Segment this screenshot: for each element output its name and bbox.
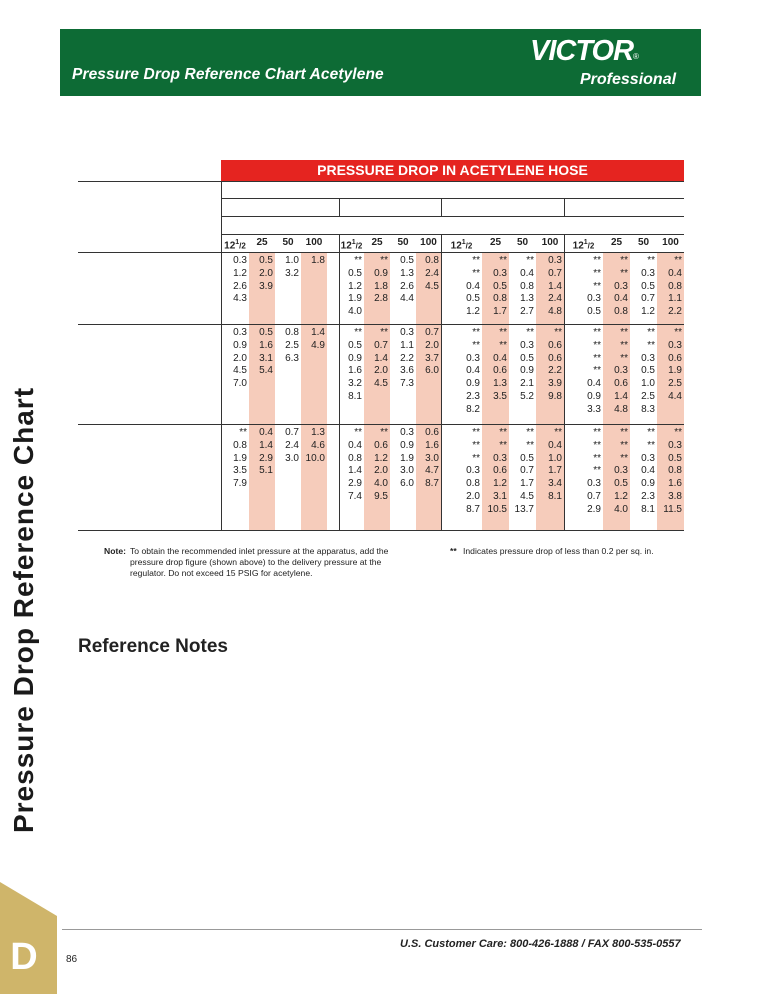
table-cell: 1.1 <box>668 293 682 305</box>
table-cell: 0.8 <box>233 439 247 451</box>
table-rule <box>78 181 684 182</box>
table-cell: 0.3 <box>233 327 247 338</box>
table-cell: 3.4 <box>548 478 562 490</box>
table-cell: 6.0 <box>425 365 439 377</box>
note-line-1: To obtain the recommended inlet pressure at the apparatus, add the <box>130 546 389 556</box>
table-cell: 0.9 <box>233 339 247 351</box>
table-cell: ** <box>354 427 362 438</box>
table-cell: 1.3 <box>520 293 534 305</box>
table-cell: ** <box>526 327 534 338</box>
table-cell: 0.7 <box>425 327 439 338</box>
table-cell: 3.5 <box>233 465 247 477</box>
table-cell: 11.5 <box>663 503 682 515</box>
table-cell: 0.3 <box>493 452 507 464</box>
table-cell: 1.7 <box>520 478 534 490</box>
table-cell: 2.0 <box>259 267 273 279</box>
table-cell: 0.6 <box>548 339 562 351</box>
table-cell: 0.5 <box>466 293 480 305</box>
table-cell: 0.4 <box>641 465 655 477</box>
brand-registered-mark: ® <box>633 52 639 61</box>
table-cell: 5.2 <box>520 391 534 402</box>
table-cell: 0.3 <box>641 452 655 464</box>
table-cell: 0.3 <box>400 427 414 438</box>
table-cell: 1.6 <box>425 439 439 451</box>
table-cell: 0.3 <box>614 365 628 377</box>
table-rule <box>78 424 684 425</box>
table-cell: 1.2 <box>466 306 480 318</box>
table-cell: 0.6 <box>493 465 507 477</box>
table-cell: 3.7 <box>425 352 439 364</box>
table-cell: 0.5 <box>520 352 534 364</box>
table-cell: 1.2 <box>614 491 628 502</box>
table-cell: 2.0 <box>374 365 388 377</box>
table-cell: 0.6 <box>374 439 388 451</box>
table-cell: ** <box>593 267 601 279</box>
table-cell: ** <box>554 327 562 338</box>
table-rule <box>221 216 684 217</box>
table-title: PRESSURE DROP IN ACETYLENE HOSE <box>221 160 684 181</box>
table-cell: 2.9 <box>587 503 601 515</box>
table-cell: 3.9 <box>259 280 273 292</box>
table-cell: 1.3 <box>311 427 325 438</box>
table-cell: 0.7 <box>548 267 562 279</box>
footnote-text: Indicates pressure drop of less than 0.2 per sq. in. <box>463 546 654 556</box>
table-cell: 0.3 <box>641 267 655 279</box>
table-cell: 1.2 <box>493 478 507 490</box>
table-cell: 0.3 <box>548 255 562 266</box>
table-cell: ** <box>593 365 601 377</box>
table-cell: ** <box>674 327 682 338</box>
table-cell: 0.3 <box>587 293 601 305</box>
footer-divider <box>62 929 702 930</box>
length-header: 50 <box>282 237 294 248</box>
table-cell: 4.0 <box>348 306 362 318</box>
table-cell: 0.4 <box>493 352 507 364</box>
length-header: $12^1/2$ <box>572 239 595 252</box>
table-cell: 0.3 <box>587 478 601 490</box>
table-cell: 2.5 <box>641 391 655 402</box>
note-line-2: pressure drop figure (shown above) to the delivery pressure at the <box>130 557 382 567</box>
table-cell: ** <box>472 452 480 464</box>
table-cell: ** <box>526 427 534 438</box>
table-cell: 13.7 <box>514 503 534 515</box>
table-cell: 8.7 <box>425 478 439 490</box>
table-cell: ** <box>239 427 247 438</box>
table-cell: 0.9 <box>587 391 601 402</box>
table-cell: ** <box>647 327 655 338</box>
table-cell: 4.5 <box>374 378 388 390</box>
table-cell: 2.2 <box>548 365 562 377</box>
table-cell: 0.5 <box>259 327 273 338</box>
table-cell: ** <box>472 427 480 438</box>
table-cell: 0.9 <box>466 378 480 390</box>
table-cell: 0.8 <box>668 465 682 477</box>
table-cell: 1.2 <box>641 306 655 318</box>
table-rule <box>441 234 442 530</box>
table-cell: 2.0 <box>374 465 388 477</box>
table-cell: 2.0 <box>425 339 439 351</box>
table-rule <box>564 234 565 530</box>
page-number: 86 <box>66 954 78 965</box>
table-cell: 0.5 <box>259 255 273 266</box>
table-cell: 0.8 <box>614 306 628 318</box>
table-cell: 4.5 <box>233 365 247 377</box>
table-cell: 1.0 <box>641 378 655 390</box>
table-cell: ** <box>593 339 601 351</box>
table-cell: 0.8 <box>668 280 682 292</box>
table-cell: 0.8 <box>425 255 439 266</box>
table-cell: 4.8 <box>548 306 562 318</box>
note-line-3: regulator. Do not exceed 15 PSIG for acetylene. <box>130 568 313 578</box>
table-cell: 0.9 <box>374 267 388 279</box>
table-rule <box>221 181 222 530</box>
table-cell: 3.0 <box>285 452 299 464</box>
table-cell: 2.2 <box>400 352 414 364</box>
table-cell: ** <box>354 327 362 338</box>
table-cell: 0.5 <box>668 452 682 464</box>
table-cell: ** <box>526 439 534 451</box>
table-cell: 3.0 <box>425 452 439 464</box>
length-header: 25 <box>371 237 383 248</box>
table-cell: 2.8 <box>374 293 388 305</box>
table-cell: ** <box>593 352 601 364</box>
table-cell: 10.0 <box>305 452 325 464</box>
table-cell: 0.6 <box>425 427 439 438</box>
table-cell: ** <box>554 427 562 438</box>
table-cell: 2.6 <box>400 280 414 292</box>
table-cell: ** <box>472 255 480 266</box>
pink-column <box>249 252 275 530</box>
table-cell: 1.0 <box>548 452 562 464</box>
table-cell: 2.3 <box>466 391 480 402</box>
table-cell: 8.1 <box>641 503 655 515</box>
length-header: $12^1/2$ <box>224 239 246 252</box>
table-cell: 5.4 <box>259 365 273 377</box>
table-cell: 4.0 <box>374 478 388 490</box>
table-cell: 3.6 <box>400 365 414 377</box>
table-cell: ** <box>499 427 507 438</box>
table-cell: 0.5 <box>641 280 655 292</box>
table-cell: 8.7 <box>466 503 480 515</box>
table-cell: 2.5 <box>285 339 299 351</box>
table-cell: ** <box>593 465 601 477</box>
table-cell: 1.0 <box>285 255 299 266</box>
table-cell: 0.8 <box>348 452 362 464</box>
table-cell: 0.8 <box>493 293 507 305</box>
table-cell: 2.6 <box>233 280 247 292</box>
table-rule <box>221 234 684 235</box>
table-cell: 1.7 <box>548 465 562 477</box>
table-cell: 0.5 <box>493 280 507 292</box>
table-cell: ** <box>620 327 628 338</box>
table-cell: 4.0 <box>614 503 628 515</box>
table-cell: 1.9 <box>668 365 682 377</box>
table-cell: 0.4 <box>466 280 480 292</box>
table-rule <box>441 198 442 216</box>
table-cell: ** <box>593 327 601 338</box>
table-cell: 3.5 <box>493 391 507 402</box>
side-label-text: Pressure Drop Reference Chart <box>8 386 39 834</box>
table-cell: ** <box>647 439 655 451</box>
note-label: Note: <box>104 546 126 556</box>
table-cell: 1.9 <box>400 452 414 464</box>
table-cell: 1.9 <box>348 293 362 305</box>
table-cell: ** <box>472 439 480 451</box>
table-rule <box>221 198 684 199</box>
table-cell: 0.4 <box>520 267 534 279</box>
table-cell: 3.2 <box>348 378 362 390</box>
table-cell: 4.7 <box>425 465 439 477</box>
table-cell: 0.3 <box>466 465 480 477</box>
table-cell: 4.6 <box>311 439 325 451</box>
table-cell: ** <box>380 327 388 338</box>
table-cell: ** <box>620 255 628 266</box>
table-cell: 3.8 <box>668 491 682 502</box>
table-cell: 0.3 <box>614 465 628 477</box>
footnote-mark: ** <box>450 546 457 556</box>
table-cell: 2.1 <box>520 378 534 390</box>
table-rule <box>564 198 565 216</box>
table-cell: 0.5 <box>587 306 601 318</box>
table-cell: ** <box>620 427 628 438</box>
table-cell: ** <box>499 255 507 266</box>
table-cell: 0.8 <box>285 327 299 338</box>
table-cell: 4.5 <box>425 280 439 292</box>
table-cell: 1.8 <box>374 280 388 292</box>
table-cell: 0.5 <box>348 339 362 351</box>
table-cell: 2.9 <box>259 452 273 464</box>
table-cell: ** <box>593 280 601 292</box>
table-cell: 1.7 <box>493 306 507 318</box>
table-cell: 0.6 <box>614 378 628 390</box>
table-cell: 0.5 <box>614 478 628 490</box>
length-header: $12^1/2$ <box>450 239 473 252</box>
table-cell: 4.4 <box>668 391 682 402</box>
side-label <box>0 360 48 860</box>
table-cell: 0.5 <box>400 255 414 266</box>
length-header: 25 <box>489 237 502 248</box>
table-cell: ** <box>620 352 628 364</box>
table-cell: 0.3 <box>493 267 507 279</box>
table-cell: 6.3 <box>285 352 299 364</box>
table-cell: 0.6 <box>668 352 682 364</box>
reference-notes-heading: Reference Notes <box>78 636 228 657</box>
pink-column <box>301 252 327 530</box>
table-cell: 0.9 <box>400 439 414 451</box>
brand-logo: VICTOR <box>530 35 634 67</box>
table-cell: 8.2 <box>466 403 480 415</box>
table-cell: 7.4 <box>348 491 362 502</box>
table-cell: 2.4 <box>285 439 299 451</box>
table-cell: 0.3 <box>668 339 682 351</box>
table-cell: 0.7 <box>520 465 534 477</box>
table-cell: 7.3 <box>400 378 414 390</box>
table-cell: 1.4 <box>614 391 628 402</box>
table-cell: 4.4 <box>400 293 414 305</box>
table-cell: 2.9 <box>348 478 362 490</box>
table-cell: ** <box>499 339 507 351</box>
length-header: 100 <box>420 237 437 248</box>
length-header: 25 <box>610 237 623 248</box>
table-cell: 0.4 <box>466 365 480 377</box>
table-cell: 2.3 <box>641 491 655 502</box>
table-cell: 10.5 <box>487 503 507 515</box>
table-cell: 0.8 <box>520 280 534 292</box>
table-cell: 8.3 <box>641 403 655 415</box>
table-cell: 1.6 <box>668 478 682 490</box>
table-cell: 1.4 <box>348 465 362 477</box>
table-cell: ** <box>526 255 534 266</box>
table-cell: ** <box>354 255 362 266</box>
table-cell: ** <box>380 427 388 438</box>
table-cell: ** <box>472 339 480 351</box>
table-cell: 0.3 <box>400 327 414 338</box>
table-cell: 0.7 <box>641 293 655 305</box>
table-cell: 3.2 <box>285 267 299 279</box>
table-cell: 1.4 <box>374 352 388 364</box>
table-cell: 0.9 <box>348 352 362 364</box>
table-cell: ** <box>620 439 628 451</box>
table-rule <box>78 324 684 325</box>
table-cell: 0.3 <box>466 352 480 364</box>
table-cell: 0.4 <box>668 267 682 279</box>
customer-care-text: U.S. Customer Care: 800-426-1888 / FAX 800-535-0557 <box>400 938 681 950</box>
table-cell: 4.3 <box>233 293 247 305</box>
table-cell: 1.1 <box>400 339 414 351</box>
table-cell: 8.1 <box>348 391 362 402</box>
table-cell: 2.5 <box>668 378 682 390</box>
table-cell: 1.4 <box>259 439 273 451</box>
table-cell: 1.8 <box>311 255 325 266</box>
table-cell: 3.3 <box>587 403 601 415</box>
table-cell: 0.4 <box>259 427 273 438</box>
table-cell: 0.9 <box>641 478 655 490</box>
table-cell: 3.9 <box>548 378 562 390</box>
table-cell: 0.3 <box>233 255 247 266</box>
table-cell: 1.2 <box>374 452 388 464</box>
table-cell: 0.3 <box>668 439 682 451</box>
table-cell: 0.4 <box>548 439 562 451</box>
table-cell: 6.0 <box>400 478 414 490</box>
table-rule <box>339 198 340 216</box>
table-cell: 1.2 <box>348 280 362 292</box>
table-cell: 8.1 <box>548 491 562 502</box>
table-cell: ** <box>620 339 628 351</box>
table-cell: ** <box>647 255 655 266</box>
table-cell: ** <box>647 427 655 438</box>
table-cell: 5.1 <box>259 465 273 477</box>
table-cell: 1.9 <box>233 452 247 464</box>
table-cell: 0.4 <box>614 293 628 305</box>
length-header: 50 <box>637 237 650 248</box>
table-cell: 0.7 <box>374 339 388 351</box>
table-cell: ** <box>620 452 628 464</box>
table-cell: ** <box>620 267 628 279</box>
table-cell: 0.6 <box>548 352 562 364</box>
table-cell: 7.9 <box>233 478 247 490</box>
table-rule <box>78 530 684 531</box>
length-header: $12^1/2$ <box>340 239 363 252</box>
table-cell: 0.4 <box>348 439 362 451</box>
table-cell: ** <box>499 439 507 451</box>
length-header: 50 <box>516 237 529 248</box>
table-cell: 1.6 <box>348 365 362 377</box>
table-cell: ** <box>593 255 601 266</box>
table-cell: 3.1 <box>259 352 273 364</box>
table-cell: 0.8 <box>466 478 480 490</box>
table-cell: 1.3 <box>400 267 414 279</box>
table-cell: 0.5 <box>348 267 362 279</box>
table-cell: ** <box>593 452 601 464</box>
length-header: 100 <box>662 237 679 248</box>
table-cell: ** <box>472 267 480 279</box>
table-cell: 2.4 <box>425 267 439 279</box>
table-cell: 1.4 <box>311 327 325 338</box>
table-cell: 3.0 <box>400 465 414 477</box>
table-cell: 1.4 <box>548 280 562 292</box>
table-cell: 2.2 <box>668 306 682 318</box>
header-banner <box>60 29 701 96</box>
table-cell: 0.9 <box>520 365 534 377</box>
table-cell: ** <box>647 339 655 351</box>
table-cell: 0.3 <box>641 352 655 364</box>
table-cell: 0.5 <box>520 452 534 464</box>
table-cell: 0.5 <box>641 365 655 377</box>
table-cell: 0.3 <box>614 280 628 292</box>
table-cell: 2.0 <box>466 491 480 502</box>
table-cell: 2.0 <box>233 352 247 364</box>
table-cell: ** <box>593 427 601 438</box>
table-cell: 2.7 <box>520 306 534 318</box>
table-cell: ** <box>674 427 682 438</box>
table-cell: 7.0 <box>233 378 247 390</box>
table-cell: ** <box>593 439 601 451</box>
length-header: 50 <box>397 237 409 248</box>
table-cell: 0.3 <box>520 339 534 351</box>
table-cell: 0.7 <box>285 427 299 438</box>
table-cell: 1.2 <box>233 267 247 279</box>
brand-subtitle: Professional <box>580 71 677 88</box>
table-cell: 0.6 <box>493 365 507 377</box>
table-cell: ** <box>499 327 507 338</box>
table-cell: 4.5 <box>520 491 534 502</box>
table-cell: 9.8 <box>548 391 562 402</box>
table-cell: ** <box>674 255 682 266</box>
table-cell: 3.1 <box>493 491 507 502</box>
table-cell: 2.4 <box>548 293 562 305</box>
table-cell: ** <box>380 255 388 266</box>
table-cell: 4.8 <box>614 403 628 415</box>
table-cell: 9.5 <box>374 491 388 502</box>
table-cell: ** <box>472 327 480 338</box>
table-cell: 4.9 <box>311 339 325 351</box>
length-header: 100 <box>305 237 323 248</box>
table-cell: 0.7 <box>587 491 601 502</box>
table-cell: 1.6 <box>259 339 273 351</box>
section-tab-letter: D <box>10 936 38 978</box>
length-header: 25 <box>256 237 268 248</box>
length-header: 100 <box>541 237 559 248</box>
table-cell: 1.3 <box>493 378 507 390</box>
page-title: Pressure Drop Reference Chart Acetylene <box>72 66 384 83</box>
table-cell: 0.4 <box>587 378 601 390</box>
